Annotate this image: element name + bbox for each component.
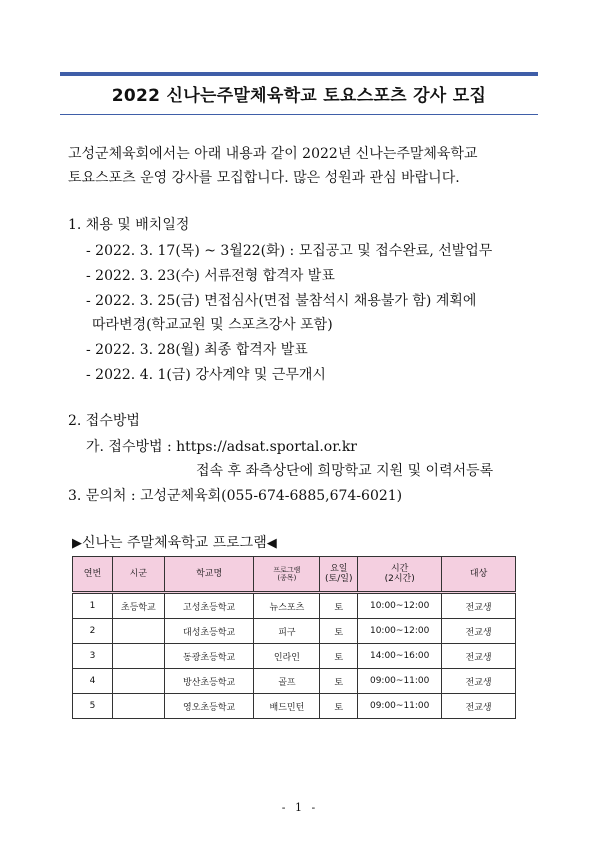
header-program-sub: (종목) — [277, 574, 297, 582]
cell-day: 토 — [320, 669, 358, 694]
cell-region — [112, 644, 164, 669]
header-no: 연번 — [73, 557, 113, 593]
header-school: 학교명 — [164, 557, 254, 593]
page-title: 2022 신나는주말체육학교 토요스포츠 강사 모집 — [111, 86, 487, 106]
header-time-sub: (2시간) — [384, 574, 415, 584]
title-top-rule — [60, 72, 538, 76]
cell-time: 09:00~11:00 — [358, 694, 442, 719]
table-row — [73, 694, 516, 719]
header-target: 대상 — [442, 557, 516, 593]
cell-program: 배드민턴 — [254, 694, 320, 719]
schedule-item-3: - 2022. 3. 25(금) 면접심사(면접 불참석시 채용불가 함) 계획에 — [86, 293, 477, 309]
cell-program: 뉴스포츠 — [254, 593, 320, 619]
cell-school: 동광초등학교 — [164, 644, 254, 669]
program-table — [72, 556, 516, 719]
cell-time: 10:00~12:00 — [358, 619, 442, 644]
cell-time: 14:00~16:00 — [358, 644, 442, 669]
cell-school: 방산초등학교 — [164, 669, 254, 694]
header-time-main: 시간 — [390, 564, 409, 574]
cell-no: 2 — [73, 619, 113, 644]
title-bottom-rule — [60, 114, 538, 115]
cell-school: 고성초등학교 — [164, 593, 254, 619]
cell-no: 3 — [73, 644, 113, 669]
schedule-item-1: - 2022. 3. 17(목) ~ 3월22(화) : 모집공고 및 접수완료, 선발업무 — [86, 243, 493, 259]
cell-target: 전교생 — [442, 593, 516, 619]
schedule-item-4: - 2022. 3. 28(월) 최종 합격자 발표 — [86, 342, 308, 358]
header-time — [358, 557, 442, 593]
program-title-text: 신나는 주말체육학교 프로그램 — [82, 535, 267, 551]
schedule-item-5: - 2022. 4. 1(금) 강사계약 및 근무개시 — [86, 367, 326, 383]
apply-method: 가. 접수방법 : https://adsat.sportal.or.kr — [86, 439, 357, 455]
intro-line-2: 토요스포츠 운영 강사를 모집합니다. 많은 성원과 관심 바랍니다. — [68, 170, 460, 186]
section-2-heading: 2. 접수방법 — [68, 413, 140, 429]
cell-time: 09:00~11:00 — [358, 669, 442, 694]
cell-target: 전교생 — [442, 694, 516, 719]
header-day-sub: (토/일) — [325, 574, 353, 584]
cell-program: 골프 — [254, 669, 320, 694]
cell-region — [112, 619, 164, 644]
cell-day: 토 — [320, 694, 358, 719]
schedule-item-3-cont: 따라변경(학교교원 및 스포츠강사 포함) — [92, 317, 333, 333]
triangle-right-icon: ▶ — [72, 536, 82, 551]
cell-day: 토 — [320, 593, 358, 619]
table-row — [73, 593, 516, 619]
cell-region: 초등학교 — [112, 593, 164, 619]
header-program — [254, 557, 320, 593]
cell-target: 전교생 — [442, 644, 516, 669]
cell-target: 전교생 — [442, 619, 516, 644]
cell-target: 전교생 — [442, 669, 516, 694]
program-title — [72, 532, 277, 552]
cell-school: 영오초등학교 — [164, 694, 254, 719]
cell-day: 토 — [320, 644, 358, 669]
header-day-main: 요일 — [330, 564, 348, 574]
cell-time: 10:00~12:00 — [358, 593, 442, 619]
cell-program: 인라인 — [254, 644, 320, 669]
header-day — [320, 557, 358, 593]
cell-region — [112, 694, 164, 719]
cell-no: 1 — [73, 593, 113, 619]
table-row — [73, 644, 516, 669]
cell-region — [112, 669, 164, 694]
schedule-item-2: - 2022. 3. 23(수) 서류전형 합격자 발표 — [86, 268, 335, 284]
page-number: - 1 - — [281, 801, 319, 814]
table-row — [73, 619, 516, 644]
table-row — [73, 669, 516, 694]
section-3-heading: 3. 문의처 : 고성군체육회(055-674-6885,674-6021) — [68, 488, 403, 504]
header-region: 시군 — [112, 557, 164, 593]
cell-no: 5 — [73, 694, 113, 719]
title-box — [60, 72, 538, 118]
intro-paragraph — [68, 142, 548, 190]
triangle-left-icon: ◀ — [266, 536, 277, 551]
section-1-heading: 1. 채용 및 배치일정 — [68, 217, 190, 233]
table-header-row — [73, 557, 516, 593]
intro-line-1: 고성군체육회에서는 아래 내용과 같이 2022년 신나는주말체육학교 — [68, 146, 478, 162]
cell-no: 4 — [73, 669, 113, 694]
cell-school: 대성초등학교 — [164, 619, 254, 644]
cell-program: 피구 — [254, 619, 320, 644]
apply-method-note: 접속 후 좌측상단에 희망학교 지원 및 이력서등록 — [196, 463, 494, 479]
cell-day: 토 — [320, 619, 358, 644]
header-program-main: 프로그램 — [273, 566, 301, 574]
